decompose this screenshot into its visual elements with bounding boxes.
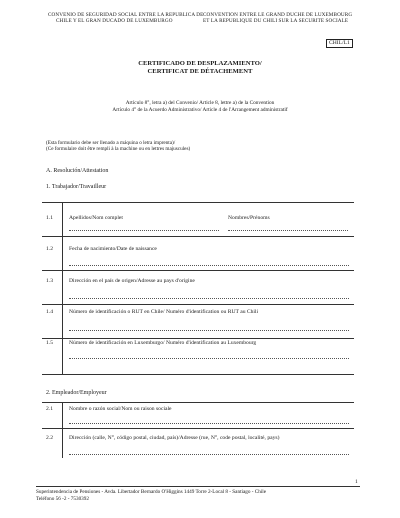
item-1-4-label: Número de identificación o RUT en Chile/ Numéro d'identification ou RUT au Chili: [69, 309, 259, 315]
employer-name-field[interactable]: [69, 423, 349, 424]
legal-reference: [0, 100, 400, 113]
item-1-5-label: Número de identificación en Luxemburgo/ Numéro d'identification au Luxembourg: [69, 340, 257, 346]
footer-address: Superintendencia de Pensiones - Avda. Libertador Bernardo O'Higgins 1449 Torre 2-Local 8 - Santiago - Chile: [36, 489, 267, 495]
item-1-1-number: 1.1: [46, 215, 53, 221]
footer: [36, 489, 266, 502]
item-1-2-label: Fecha de nacimiento/Date de naissance: [69, 246, 157, 252]
item-2-2-label: Dirección (calle, N°, código postal, ciudad, país)/Adresse (rue, N°, code postal, localité, pays): [69, 435, 280, 441]
subtitle-line1: Artículo 8°, letra a) del Convenio/ Article 8, lettre a) de la Convention: [125, 100, 275, 106]
header-left-line1: CONVENIO DE SEGURIDAD SOCIAL ENTRE LA REPUBLICA DE: [48, 12, 204, 18]
footer-phone: Teléfono 56 -2 - 7530392: [36, 495, 89, 502]
birth-date-field[interactable]: [69, 265, 349, 266]
item-1-3-label: Dirección en el país de origen/Adresse au pays d'origine: [69, 278, 195, 284]
section-1-heading: 1. Trabajador/Travailleur: [46, 184, 107, 190]
item-2-1-label: Nombre o razón social/Nom ou raison sociale: [69, 406, 172, 412]
note-line1: (Esta formulario debe ser llenado a máquina o letra imprenta)/: [46, 140, 176, 146]
header-right: [203, 12, 352, 25]
document-title: [0, 60, 400, 76]
section-2-heading: 2. Empleador/Employeur: [46, 390, 107, 396]
header-right-line1: CONVENTION ENTRE LE GRAND DUCHE DE LUXEMBOURG: [203, 12, 353, 18]
title-line2: CERTIFICAT DE DÉTACHEMENT: [147, 68, 253, 75]
item-1-3-number: 1.3: [46, 278, 53, 284]
section-a-heading: A. Resolución/Attestation: [46, 168, 109, 174]
item-1-1-label2: Nombres/Prénoms: [228, 215, 270, 221]
item-2-2-number: 2.2: [46, 435, 53, 441]
form-code-box: CHIL/L1: [326, 39, 353, 48]
item-1-2-number: 1.2: [46, 246, 53, 252]
luxembourg-id-field[interactable]: [69, 358, 349, 359]
employer-address-field[interactable]: [69, 454, 349, 455]
item-1-4-number: 1.4: [46, 309, 53, 315]
subtitle-line2: Artículo 4° de la Acuerdo Administrativo/ Article 4 de l'Arrangement administratif: [112, 106, 288, 113]
note-line2: (Ce formulaire doit être rempli à la machine ou en lettres majuscules): [46, 146, 191, 153]
header-left: [48, 12, 203, 25]
worker-section-box: [42, 202, 354, 374]
surname-field[interactable]: [69, 230, 219, 231]
item-1-1-label: Apellidos/Nom complet: [69, 215, 123, 221]
item-1-5-number: 1.5: [46, 340, 53, 346]
header-left-line2: CHILE Y EL GRAN DUCADO DE LUXEMBURGO: [56, 18, 173, 25]
fill-instructions: [46, 140, 190, 153]
first-names-field[interactable]: [228, 230, 348, 231]
page-number: 1: [355, 479, 358, 485]
title-line1: CERTIFICADO DE DESPLAZAMIENTO/: [138, 60, 262, 67]
origin-address-field[interactable]: [69, 298, 349, 299]
item-2-1-number: 2.1: [46, 406, 53, 412]
footer-rule: [36, 486, 360, 487]
employer-section-box: [42, 402, 354, 458]
chile-id-field[interactable]: [69, 330, 349, 331]
header-right-line2: ET LA REPUBLIQUE DU CHILI SUR LA SECURITE SOCIALE: [203, 18, 349, 25]
